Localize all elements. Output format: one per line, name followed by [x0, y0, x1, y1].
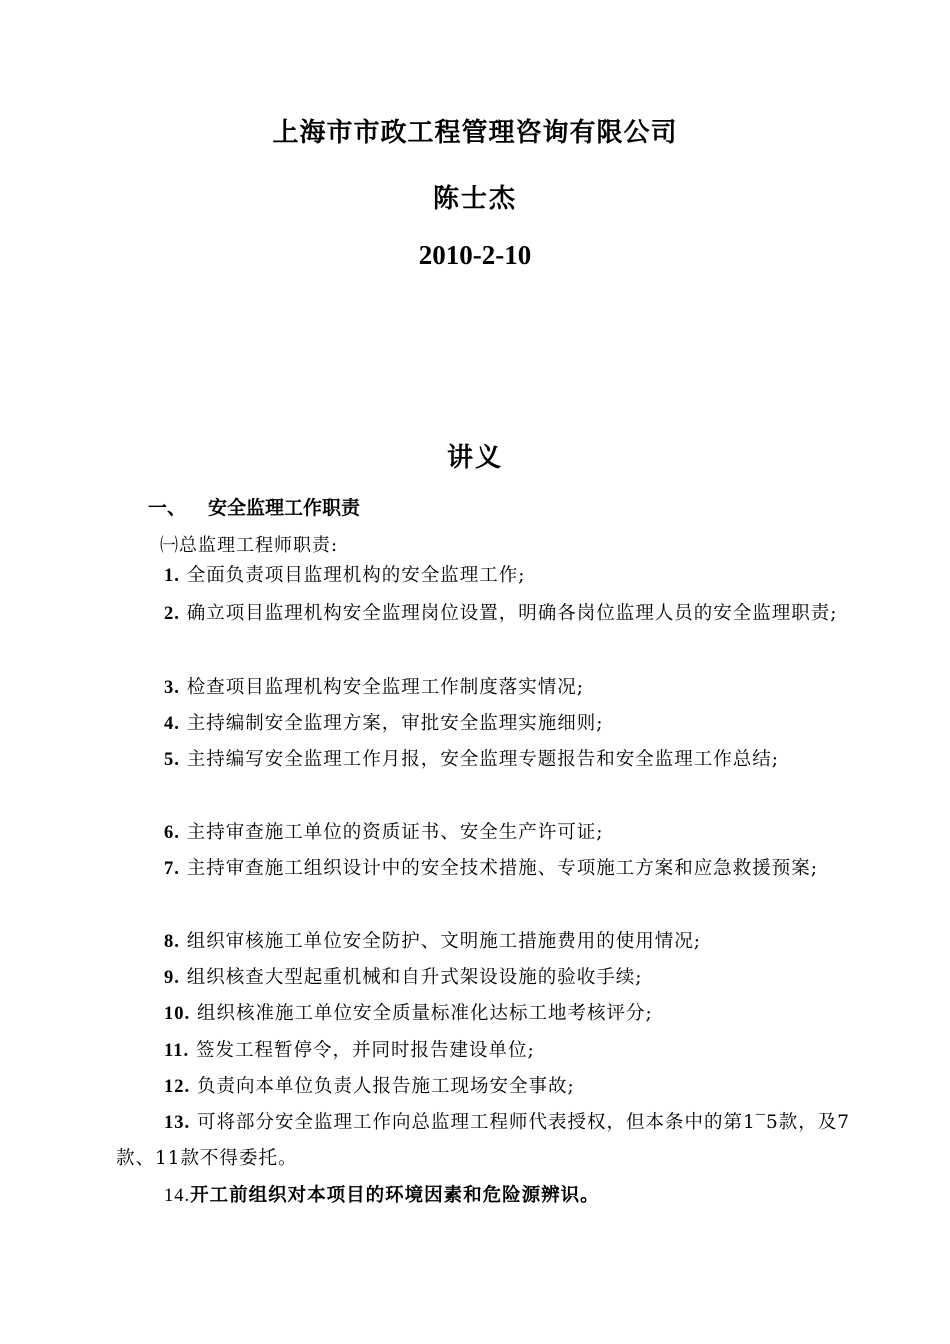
item-text: 确立项目监理机构安全监理岗位设置，明确各岗位监理人员的安全监理职责;: [186, 603, 838, 624]
item-number: 2.: [164, 604, 180, 624]
item-text: 负责向本单位负责人报告施工现场安全事故;: [197, 1076, 575, 1097]
item-text: 组织核查大型起重机械和自升式架设设施的验收手续;: [186, 967, 643, 988]
list-item: [116, 742, 856, 778]
list-item: [116, 851, 856, 887]
item-text: 主持审查施工单位的资质证书、安全生产许可证;: [186, 822, 604, 843]
item-text: 签发工程暂停令，并同时报告建设单位;: [196, 1040, 535, 1061]
item-number: 5.: [164, 750, 180, 770]
item-number: 4.: [164, 714, 180, 734]
list-item: [116, 1105, 856, 1177]
item-number: 8.: [164, 932, 180, 952]
author-name: 陈士杰: [432, 184, 517, 214]
item-number: 3.: [164, 678, 180, 698]
list-item: [116, 596, 856, 632]
item-number: 13.: [164, 1113, 191, 1133]
list-item: [116, 1178, 856, 1214]
item-text: 组织核准施工单位安全质量标准化达标工地考核评分;: [197, 1003, 653, 1024]
item-text: 主持编写安全监理工作月报，安全监理专题报告和安全监理工作总结;: [186, 749, 780, 770]
list-item: [116, 1069, 856, 1105]
item-number: 10.: [164, 1004, 191, 1024]
section-heading: [148, 493, 360, 520]
section-number: 一、: [148, 497, 187, 519]
item-text: 检查项目监理机构安全监理工作制度落实情况;: [186, 677, 585, 698]
lecture-title: 讲义: [446, 443, 503, 473]
item-text: 主持编制安全监理方案，审批安全监理实施细则;: [186, 713, 604, 734]
list-item: [116, 670, 856, 706]
item-text: 组织审核施工单位安全防护、文明施工措施费用的使用情况;: [186, 931, 702, 952]
list-item: [116, 960, 856, 996]
item-number: 12.: [164, 1077, 191, 1097]
item-number: 9.: [164, 968, 180, 988]
subsection-heading: ㈠总监理工程师职责:: [160, 535, 339, 556]
item-number: 11.: [164, 1041, 190, 1061]
item-text: 开工前组织对本项目的环境因素和危险源辨识。: [190, 1185, 600, 1206]
item-number: 6.: [164, 823, 180, 843]
list-item: [116, 1033, 856, 1069]
list-item: [116, 996, 856, 1032]
section-title: 安全监理工作职责: [208, 497, 361, 519]
list-item: [116, 815, 856, 851]
company-name: 上海市市政工程管理咨询有限公司: [272, 118, 678, 148]
list-item: [116, 558, 856, 594]
item-number: 14.: [164, 1186, 191, 1206]
item-number: 1.: [164, 566, 180, 586]
list-item: [116, 706, 856, 742]
document-date: 2010-2-10: [418, 240, 532, 270]
list-item: [116, 924, 856, 960]
item-text: 全面负责项目监理机构的安全监理工作;: [186, 565, 526, 586]
item-text: 可将部分安全监理工作向总监理工程师代表授权，但本条中的第1‾5款，及7款、11款不得委托。: [116, 1112, 851, 1169]
item-number: 7.: [164, 859, 180, 879]
item-text: 主持审查施工组织设计中的安全技术措施、专项施工方案和应急救援预案;: [186, 858, 819, 879]
